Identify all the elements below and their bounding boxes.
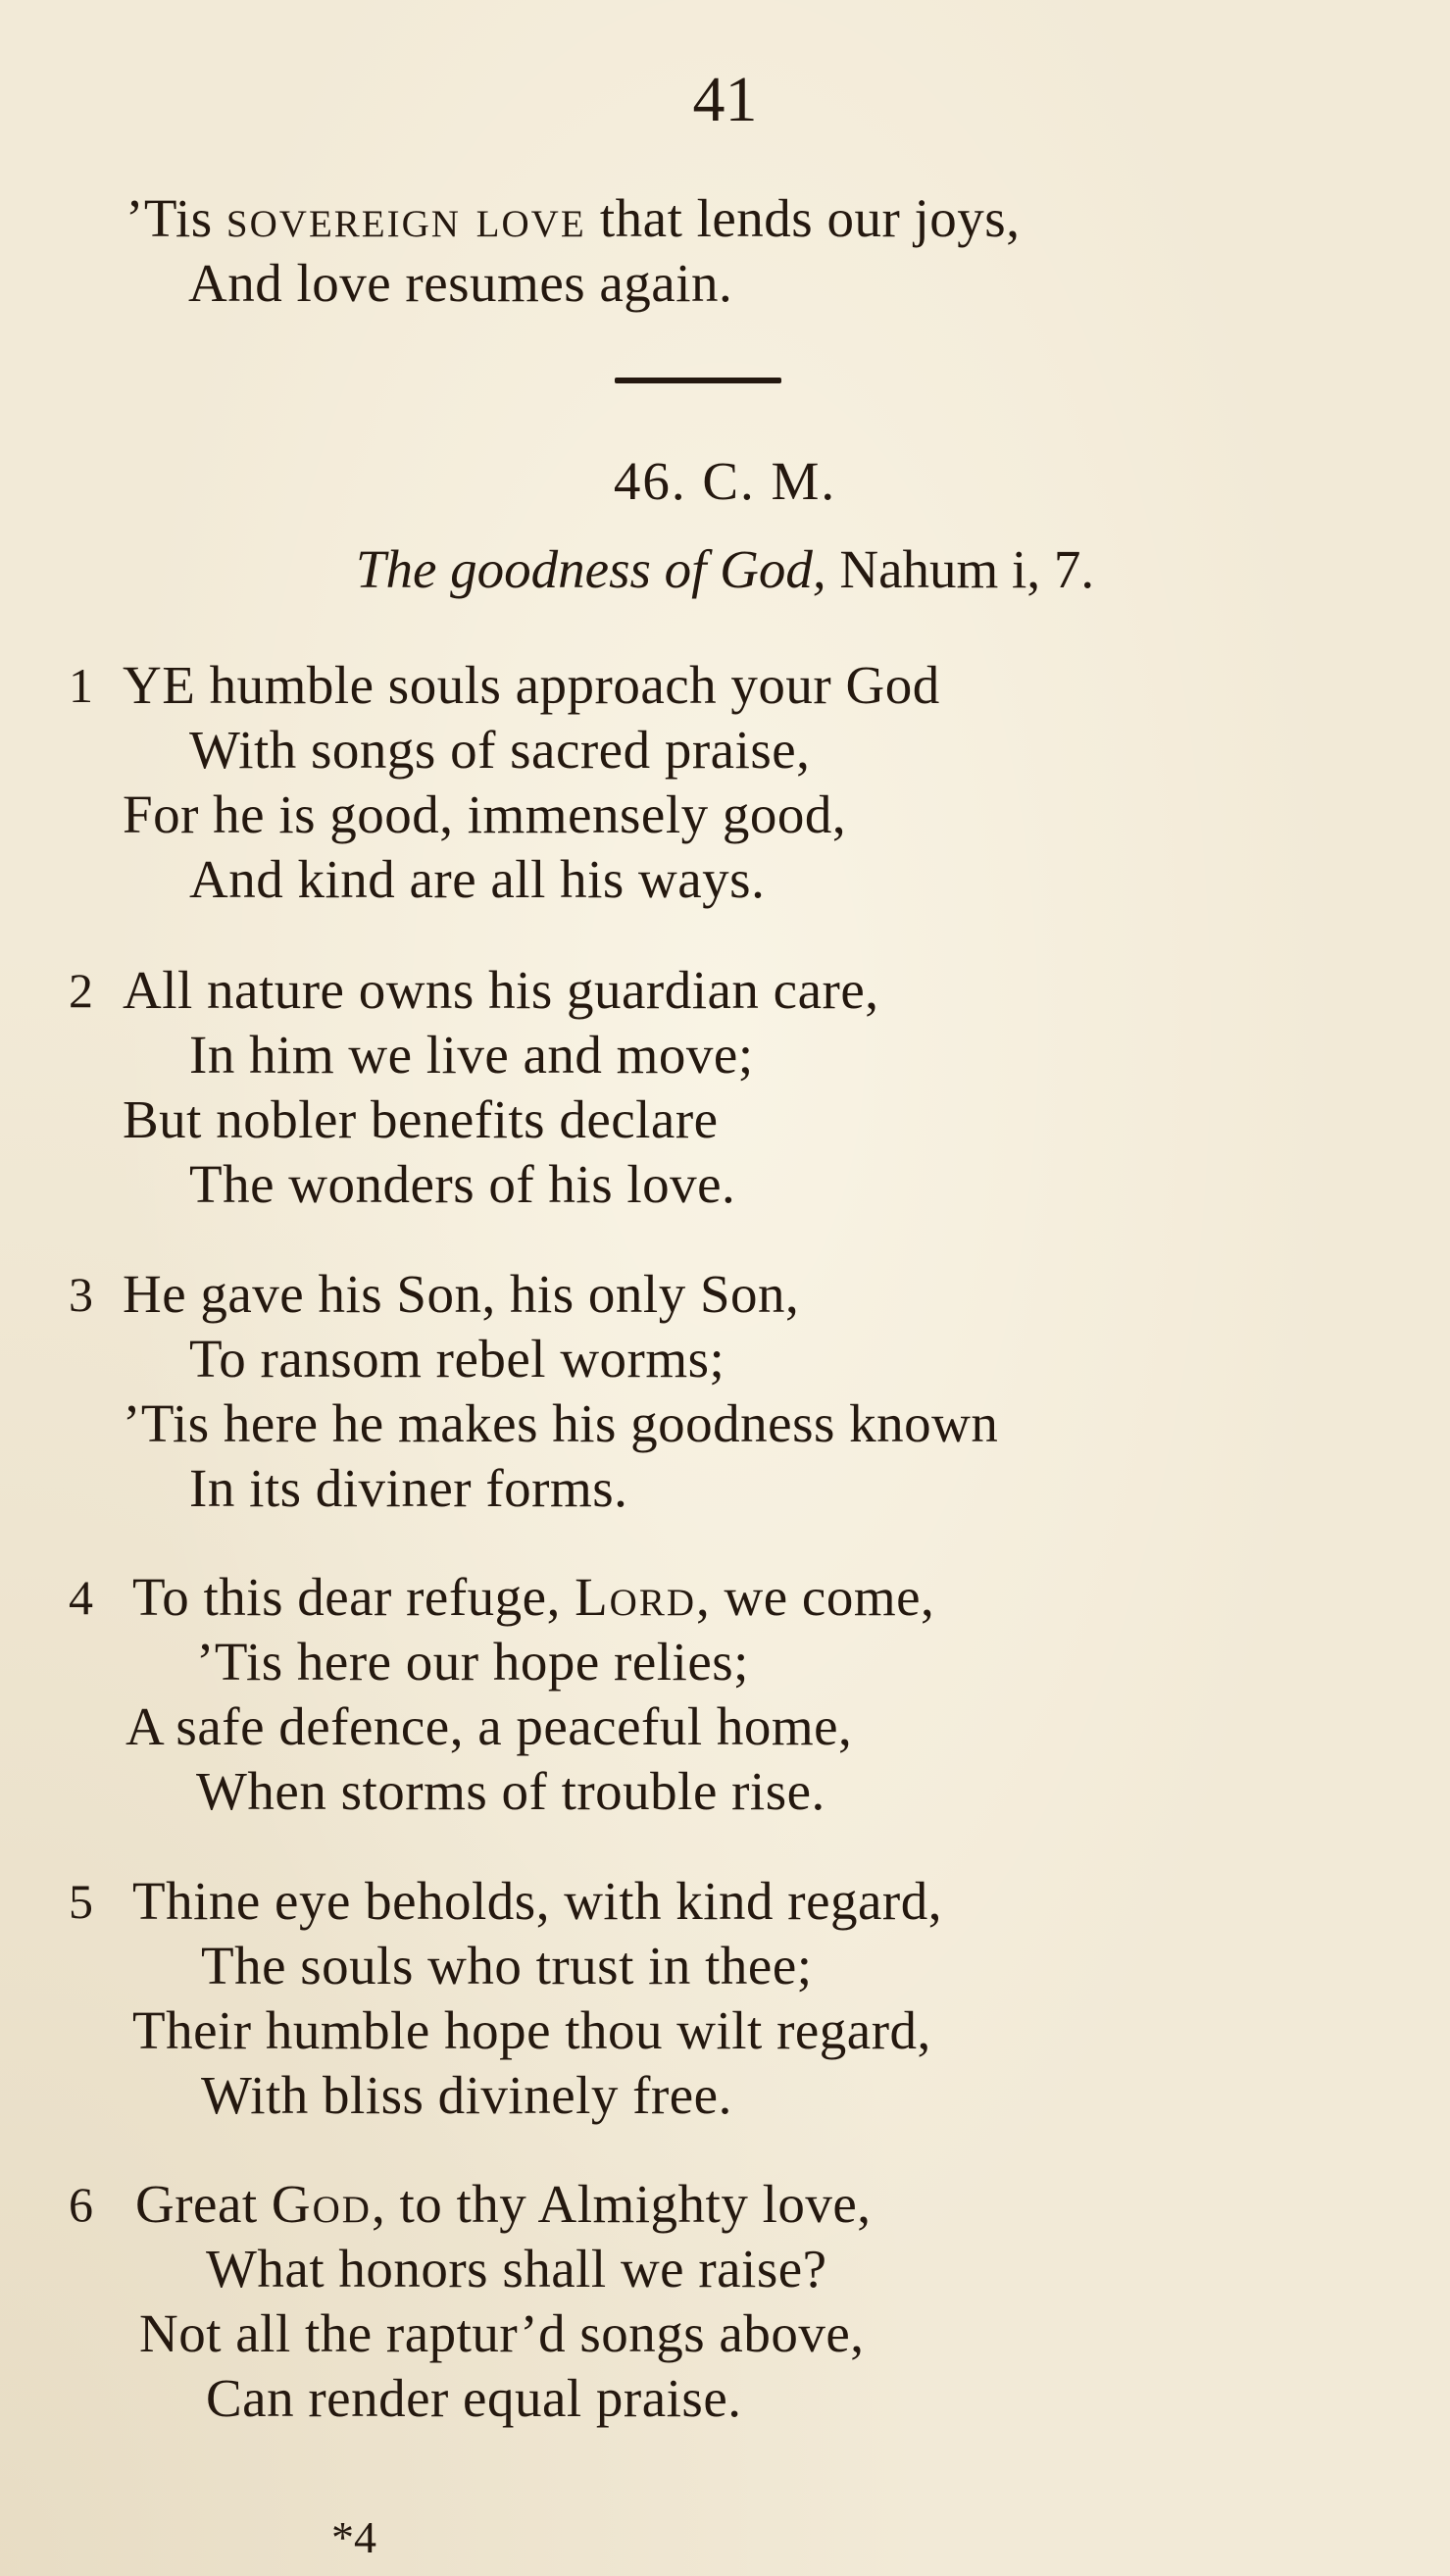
- stanza-6-line-1-prefix: Great: [135, 2174, 272, 2234]
- stanza-3-line-3: ’Tis here he makes his goodness known: [123, 1393, 999, 1453]
- stanza-2-line-4: The wonders of his love.: [189, 1154, 736, 1214]
- stanza-6-line-2: What honors shall we raise?: [206, 2239, 827, 2298]
- stanza-6-line-1: [135, 2172, 872, 2237]
- stanza-1-line-1: YE humble souls approach your God: [123, 655, 940, 715]
- continuation-line-1-smallcaps: sovereign love: [225, 188, 586, 248]
- stanza-6-line-3: Not all the raptur’d songs above,: [139, 2303, 865, 2363]
- stanza-4-line-1-suffix: , we come,: [696, 1567, 935, 1627]
- stanza-6-number: 6: [69, 2177, 93, 2232]
- stanza-6-line-1-suffix: , to thy Almighty love,: [371, 2174, 872, 2234]
- stanza-3-line-4: In its diviner forms.: [189, 1458, 628, 1518]
- stanza-4-number: 4: [69, 1570, 93, 1625]
- stanza-2-line-2: In him we live and move;: [189, 1025, 754, 1085]
- stanza-4-line-1-smallcaps: Lord: [575, 1567, 697, 1627]
- stanza-3-line-1: He gave his Son, his only Son,: [123, 1264, 800, 1324]
- hymn-title-italic: The goodness of God,: [355, 539, 826, 599]
- continuation-line-1: [125, 186, 1020, 251]
- stanza-5-line-1: Thine eye beholds, with kind regard,: [132, 1871, 942, 1931]
- hymn-number-meter: 46. C. M.: [613, 451, 837, 511]
- stanza-4-line-3: A safe defence, a peaceful home,: [125, 1696, 853, 1756]
- page-number: 41: [692, 64, 758, 135]
- stanza-3-line-2: To ransom rebel worms;: [189, 1329, 725, 1389]
- stanza-1-line-2: With songs of sacred praise,: [189, 720, 811, 780]
- stanza-6-line-1-smallcaps: God: [271, 2174, 372, 2234]
- continuation-line-2: And love resumes again.: [188, 253, 733, 313]
- stanza-6-line-4: Can render equal praise.: [206, 2368, 742, 2428]
- stanza-5-line-4: With bliss divinely free.: [201, 2065, 732, 2125]
- stanza-5-line-2: The souls who trust in thee;: [201, 1936, 813, 1995]
- hymn-title: [0, 537, 1450, 602]
- stanza-4-line-1-prefix: To this dear refuge,: [132, 1567, 575, 1627]
- stanza-4-line-4: When storms of trouble rise.: [196, 1761, 825, 1821]
- continuation-line-1-suffix: that lends our joys,: [599, 188, 1021, 248]
- stanza-5-line-3: Their humble hope thou wilt regard,: [132, 2000, 931, 2060]
- stanza-2-line-1: All nature owns his guardian care,: [123, 960, 879, 1020]
- continuation-line-1-prefix: ’Tis: [125, 188, 213, 248]
- stanza-3-number: 3: [69, 1267, 93, 1322]
- stanza-1-line-4: And kind are all his ways.: [189, 849, 766, 909]
- stanza-1-line-3: For he is good, immensely good,: [123, 784, 847, 844]
- stanza-4-line-2: ’Tis here our hope relies;: [196, 1632, 749, 1692]
- stanza-2-number: 2: [69, 963, 93, 1018]
- stanza-1-number: 1: [69, 658, 93, 713]
- section-divider-rule: [615, 378, 781, 383]
- stanza-4-line-1: [132, 1565, 934, 1630]
- signature-mark: *4: [331, 2512, 376, 2562]
- stanza-5-number: 5: [69, 1874, 93, 1929]
- hymn-title-reference: Nahum i, 7.: [825, 539, 1095, 599]
- stanza-2-line-3: But nobler benefits declare: [123, 1089, 719, 1149]
